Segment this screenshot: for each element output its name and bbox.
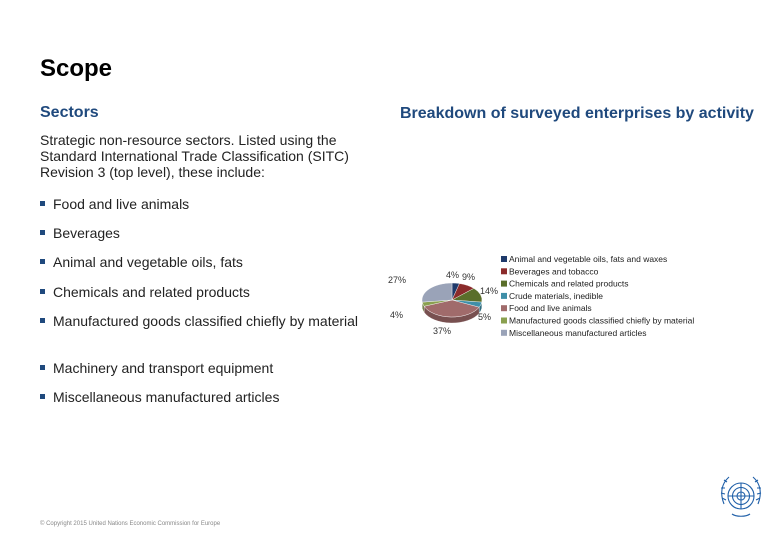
list-item: Beverages <box>40 225 370 241</box>
list-item: Food and live animals <box>40 196 370 212</box>
legend-label: Chemicals and related products <box>509 278 629 289</box>
slice-value-label: 37% <box>433 326 452 336</box>
bullet-icon <box>40 318 45 323</box>
slice-value-label: 9% <box>462 272 476 282</box>
bullet-icon <box>40 289 45 294</box>
list-item: Manufactured goods classified chiefly by material <box>40 313 370 329</box>
legend-swatch <box>501 293 507 299</box>
list-item: Animal and vegetable oils, fats <box>40 254 370 270</box>
pie-slice <box>422 283 452 302</box>
legend-swatch <box>501 305 507 311</box>
slice-value-label: 14% <box>480 286 499 296</box>
intro-text: Strategic non-resource sectors. Listed using the Standard International Trade Classification (SITC) Revision 3 (top level), these include: <box>40 132 349 180</box>
chart-heading: Breakdown of surveyed enterprises by activity <box>400 105 754 122</box>
legend-label: Crude materials, inedible <box>509 290 604 301</box>
legend-swatch <box>501 256 507 262</box>
legend-label: Food and live animals <box>509 303 592 314</box>
copyright-text: © Copyright 2015 United Nations Economic Commission for Europe <box>40 521 221 527</box>
bullet-icon <box>40 201 45 206</box>
slice-value-label: 27% <box>388 275 407 285</box>
pie <box>422 283 482 323</box>
legend-label: Beverages and tobacco <box>509 266 599 277</box>
slice-value-label: 5% <box>478 312 492 322</box>
list-item: Chemicals and related products <box>40 284 370 300</box>
list-item: Machinery and transport equipment <box>40 360 370 376</box>
slice-value-label: 4% <box>390 310 404 320</box>
legend-label: Animal and vegetable oils, fats and waxes <box>509 254 668 264</box>
list-item: Miscellaneous manufactured articles <box>40 389 370 405</box>
legend-swatch <box>501 281 507 287</box>
bullet-icon <box>40 394 45 399</box>
legend-swatch <box>501 268 507 274</box>
slide-title: Scope <box>40 55 113 82</box>
bullet-icon <box>40 259 45 264</box>
legend-label: Manufactured goods classified chiefly by material <box>509 315 695 326</box>
bullet-icon <box>40 365 45 370</box>
slice-value-label: 4% <box>446 270 460 280</box>
pie-chart <box>380 250 770 360</box>
legend-swatch <box>501 330 507 336</box>
legend-label: Miscellaneous manufactured articles <box>509 327 647 338</box>
legend-swatch <box>501 318 507 324</box>
sectors-heading: Sectors <box>40 104 99 121</box>
bullet-icon <box>40 230 45 235</box>
un-emblem-icon <box>712 470 770 526</box>
legend <box>501 254 694 338</box>
